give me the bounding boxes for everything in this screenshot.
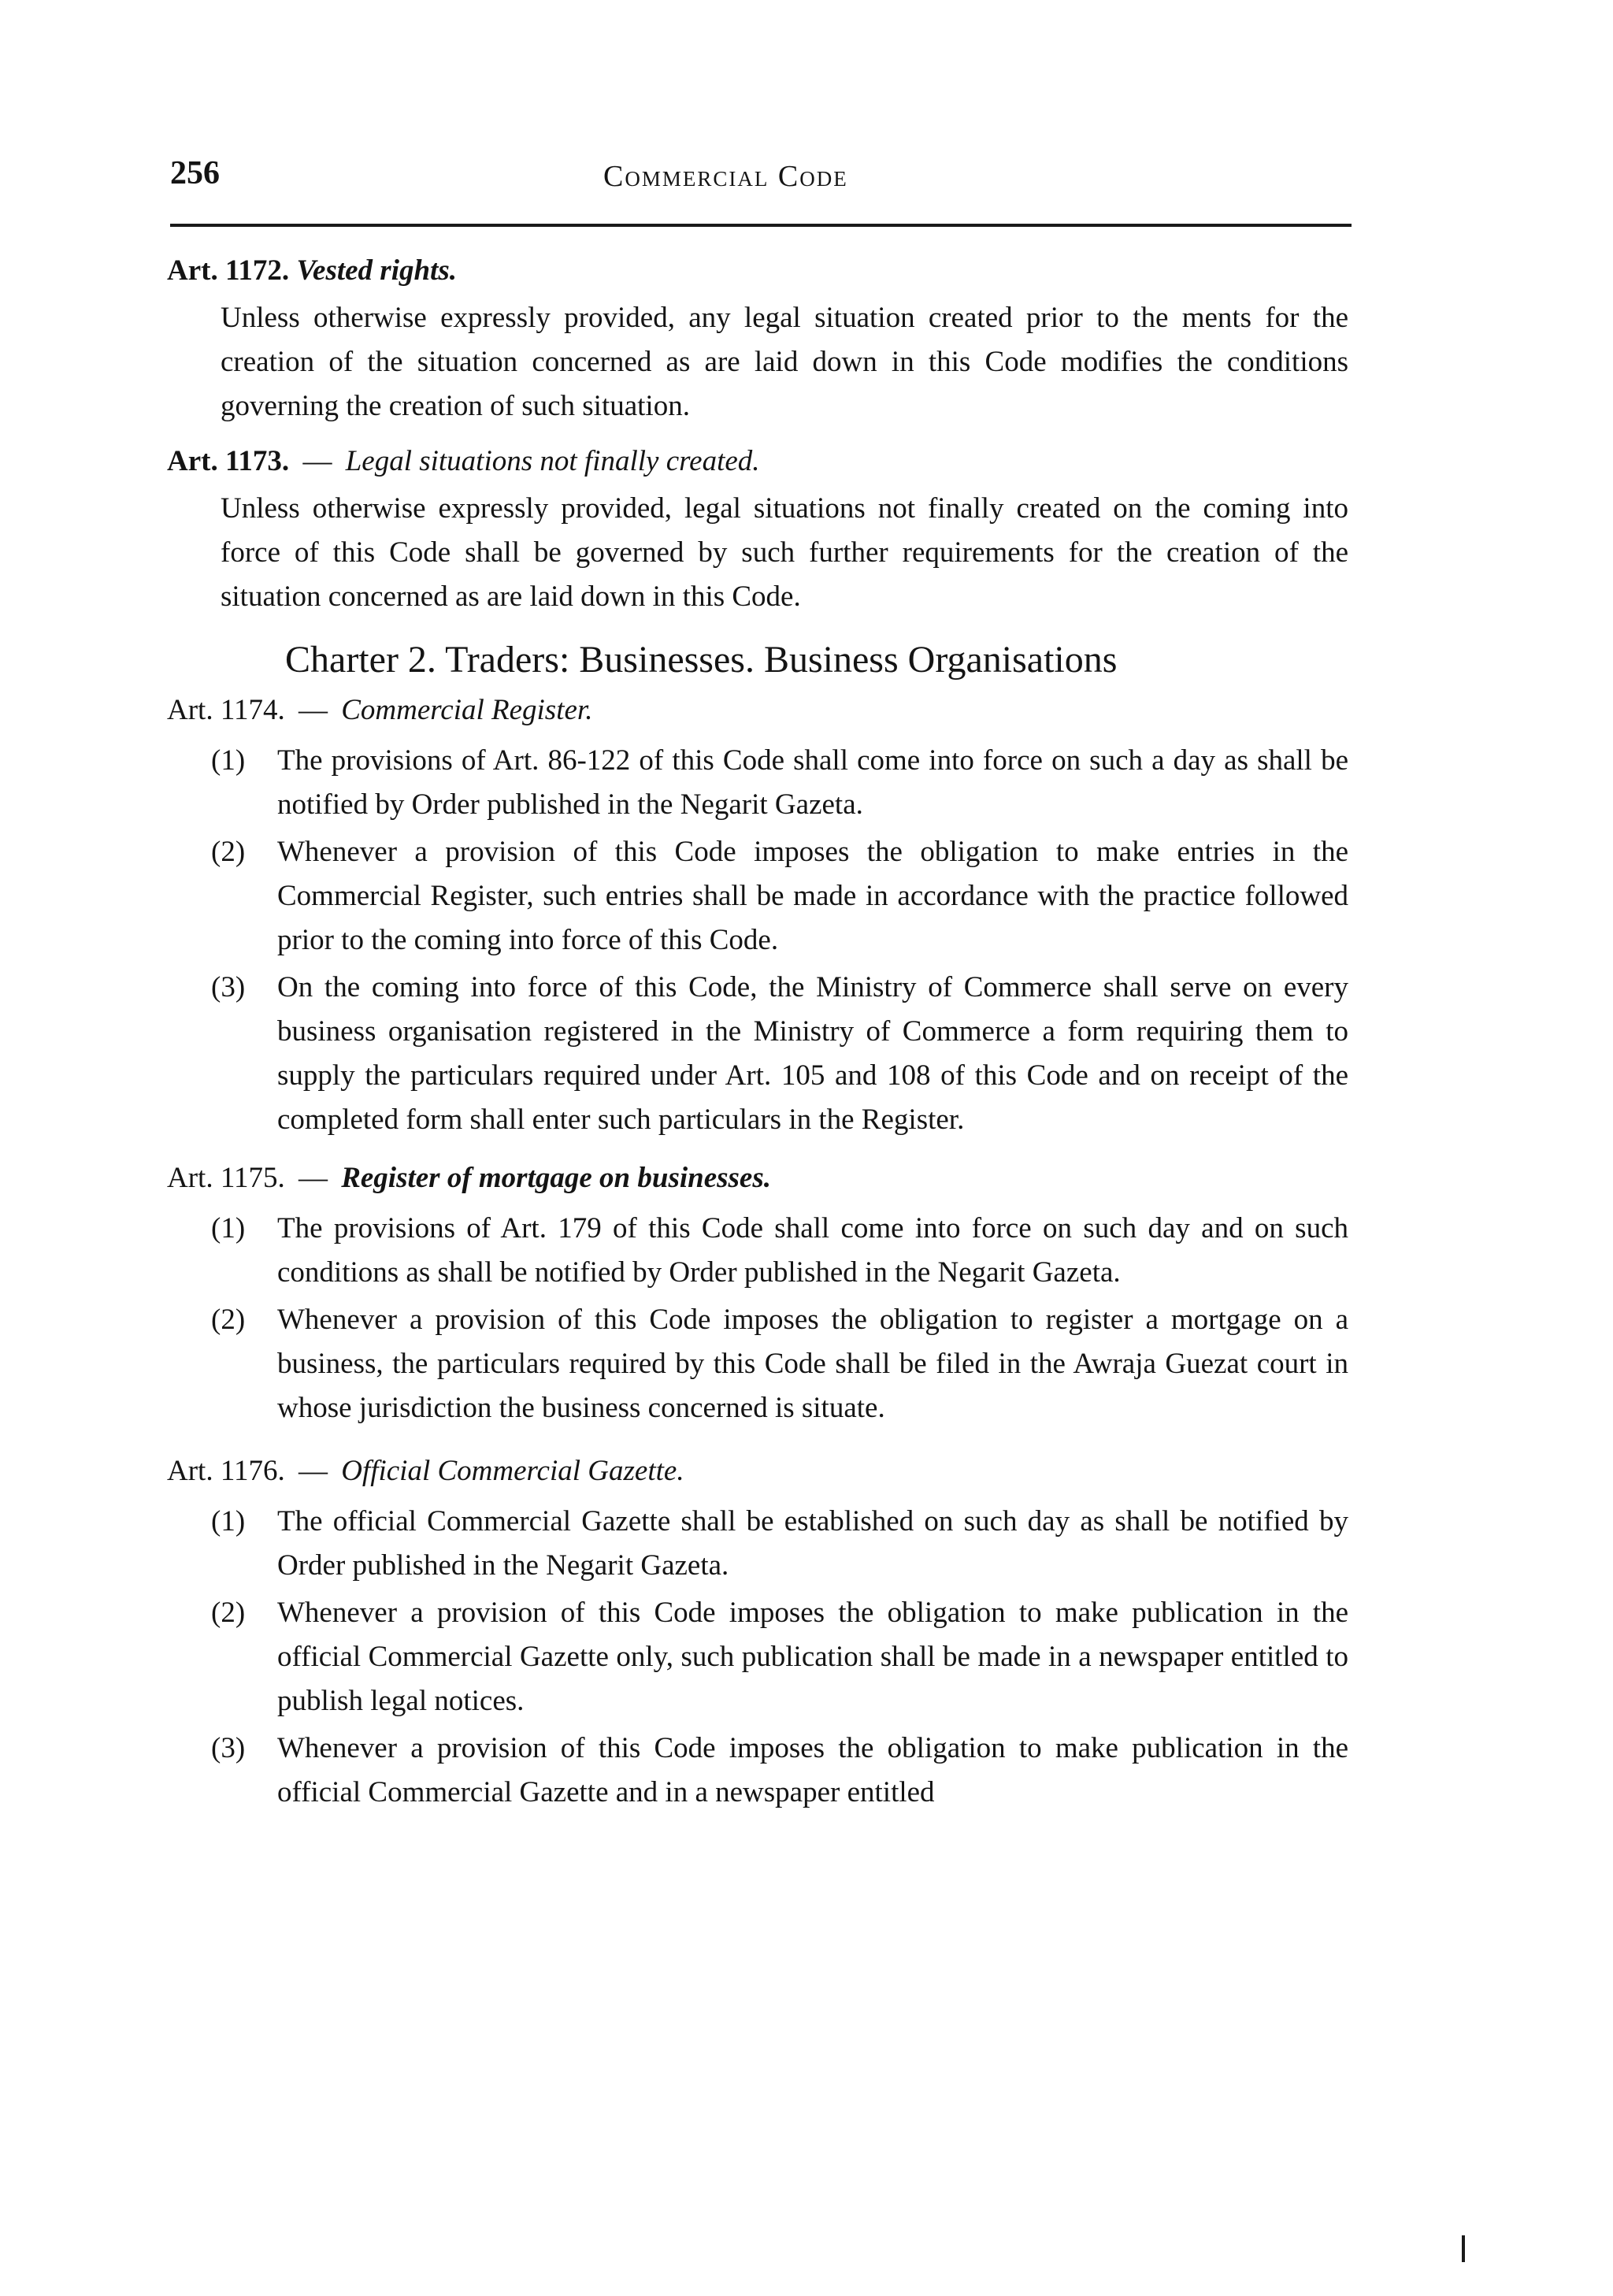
list-item bbox=[167, 1727, 1348, 1815]
article-heading bbox=[167, 688, 1348, 733]
article-heading bbox=[167, 249, 1348, 293]
list-item bbox=[167, 966, 1348, 1142]
item-number: (2) bbox=[211, 1597, 246, 1629]
page-number: 256 bbox=[170, 155, 220, 191]
article-1176 bbox=[167, 1449, 1348, 1815]
article-items bbox=[167, 1500, 1348, 1815]
article-items bbox=[167, 739, 1348, 1142]
article-title: Register of mortgage on businesses. bbox=[341, 1162, 771, 1194]
article-text: Unless otherwise expressly provided, legal situations not finally created on the coming into force of this Code shall be governed by such further requirements for the creation of the situation concerned as are laid down in this Code. bbox=[221, 492, 1348, 613]
list-item bbox=[167, 1500, 1348, 1588]
article-number: Art. 1175. bbox=[167, 1162, 285, 1194]
list-item bbox=[167, 830, 1348, 963]
charter-heading: Charter 2. Traders: Businesses. Business Organisations bbox=[285, 639, 1118, 681]
em-dash: — bbox=[298, 1455, 328, 1487]
scan-mark bbox=[1462, 2235, 1465, 2262]
item-number: (3) bbox=[211, 1732, 246, 1764]
item-text: Whenever a provision of this Code imposes the obligation to make entries in the Commercial Register, such entries shall be made in accordance with the practice followed prior to the coming into force of this Code. bbox=[277, 836, 1348, 956]
article-number: Art. 1172. bbox=[167, 254, 290, 287]
article-title: Official Commercial Gazette. bbox=[341, 1455, 684, 1487]
item-number: (1) bbox=[211, 1212, 246, 1244]
article-1173 bbox=[167, 440, 1348, 619]
list-item bbox=[167, 1298, 1348, 1430]
running-title: Commercial Code bbox=[603, 160, 848, 193]
item-number: (2) bbox=[211, 1304, 246, 1336]
item-number: (1) bbox=[211, 744, 246, 777]
article-number: Art. 1176. bbox=[167, 1455, 285, 1487]
article-title: Vested rights. bbox=[296, 254, 457, 287]
item-text: The provisions of Art. 179 of this Code shall come into force on such day and on such conditions as shall be notified by Order published in the Negarit Gazeta. bbox=[277, 1212, 1348, 1289]
page-content bbox=[167, 249, 1348, 1818]
header-rule bbox=[170, 224, 1352, 227]
article-text: Unless otherwise expressly provided, any legal situation created prior to the ments for the creation of the situation concerned as are laid down in this Code modifies the conditions governing the creation of such situation. bbox=[221, 302, 1348, 422]
article-1175 bbox=[167, 1156, 1348, 1430]
article-number: Art. 1174. bbox=[167, 694, 285, 726]
item-text: Whenever a provision of this Code imposes the obligation to make publication in the official Commercial Gazette and in a newspaper entitled bbox=[277, 1732, 1348, 1808]
article-heading bbox=[167, 1449, 1348, 1493]
list-item bbox=[167, 1591, 1348, 1723]
item-number: (1) bbox=[211, 1505, 246, 1537]
item-number: (2) bbox=[211, 836, 246, 868]
em-dash: — bbox=[298, 694, 328, 726]
article-number: Art. 1173. bbox=[167, 445, 290, 477]
item-text: The provisions of Art. 86-122 of this Code shall come into force on such a day as shall be notified by Order published in the Negarit Gazeta. bbox=[277, 744, 1348, 821]
item-text: Whenever a provision of this Code imposes the obligation to make publication in the official Commercial Gazette only, such publication shall be made in a newspaper entitled to publish legal notices. bbox=[277, 1597, 1348, 1717]
list-item bbox=[167, 1207, 1348, 1295]
em-dash: — bbox=[298, 1162, 328, 1194]
list-item bbox=[167, 739, 1348, 827]
item-text: On the coming into force of this Code, the Ministry of Commerce shall serve on every business organisation registered in the Ministry of Commerce a form requiring them to supply the particulars required under Art. 105 and 108 of this Code and on receipt of the completed form shall enter such particulars in the Register. bbox=[277, 971, 1348, 1136]
em-dash: — bbox=[302, 445, 332, 477]
article-1172 bbox=[167, 249, 1348, 428]
article-title: Legal situations not finally created. bbox=[345, 445, 760, 477]
article-heading bbox=[167, 1156, 1348, 1200]
item-text: Whenever a provision of this Code imposes the obligation to register a mortgage on a business, the particulars required by this Code shall be filed in the Awraja Guezat court in whose jurisdiction the business concerned is situate. bbox=[277, 1304, 1348, 1424]
page-header bbox=[170, 154, 1352, 210]
item-text: The official Commercial Gazette shall be established on such day as shall be notified by Order published in the Negarit Gazeta. bbox=[277, 1505, 1348, 1582]
article-items bbox=[167, 1207, 1348, 1430]
article-heading bbox=[167, 440, 1348, 484]
article-1174 bbox=[167, 688, 1348, 1142]
item-number: (3) bbox=[211, 971, 246, 1003]
article-title: Commercial Register. bbox=[341, 694, 593, 726]
